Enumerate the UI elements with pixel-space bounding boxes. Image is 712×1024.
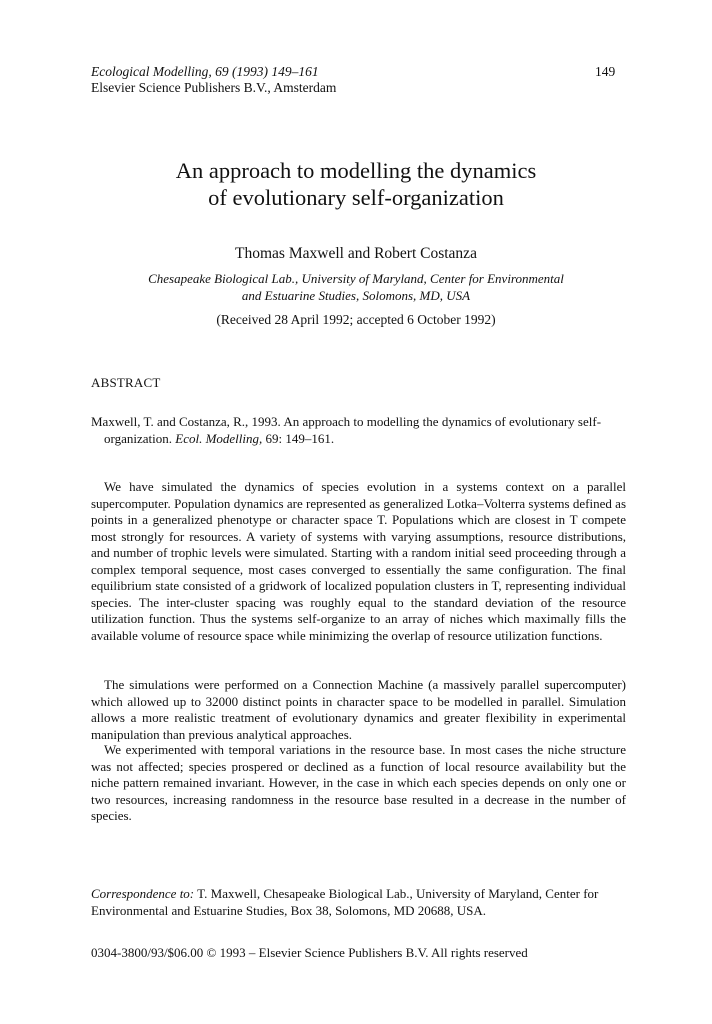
correspondence-label: Correspondence to: (91, 886, 195, 901)
copyright-line: 0304-3800/93/$06.00 © 1993 – Elsevier Science Publishers B.V. All rights reserved (91, 945, 528, 960)
correspondence-text: T. Maxwell, Chesapeake Biological Lab., University of Maryland, Center for Environmental and Estuarine Studies, Box 38, Solomons, MD 20688, USA. (91, 886, 599, 918)
citation-journal: Ecol. Modelling, (175, 431, 263, 446)
abstract-paragraph-1: We have simulated the dynamics of species evolution in a systems context on a parallel supercomputer. Population dynamics are represented as generalized Lotka–Volterra systems defined as points in a generalized phenotype or character space T. Populations which are closest in T compete most strongly for resources. A variety of systems with varying assumptions, resource distributions, and number of trophic levels were simulated. Starting with a random initial seed proceeding through a complex temporal sequence, most cases converged to essentially the same configuration. The final equilibrium state consisted of a gridwork of localized population clusters in T, representing individual species. The inter-cluster spacing was roughly equal to the standard deviation of the resource utilization function. Thus the systems self-organize to an array of niches which maximally fills the available volume of resource space while minimizing the overlap of resource utilization functions. (91, 479, 626, 643)
journal-citation: Ecological Modelling, 69 (1993) 149–161 (91, 64, 319, 79)
page-number: 149 (595, 64, 616, 79)
authors: Thomas Maxwell and Robert Costanza (235, 245, 477, 262)
abstract-paragraph-2: The simulations were performed on a Connection Machine (a massively parallel supercomputer) which allowed up to 32000 distinct points in character space to be modelled in parallel. Simulation allows a more realistic treatment of evolutionary dynamics and greater flexibility in experimental manipulation than previous analytical approaches. (91, 677, 626, 742)
affiliation-line-2: and Estuarine Studies, Solomons, MD, USA (241, 288, 471, 303)
affiliation (100, 270, 612, 304)
correspondence-footnote (91, 885, 626, 919)
citation-pages: 69: 149–161. (262, 431, 335, 446)
article-title (60, 157, 652, 211)
publisher-line: Elsevier Science Publishers B.V., Amsterdam (91, 80, 337, 95)
received-dates: (Received 28 April 1992; accepted 6 October 1992) (216, 312, 496, 327)
title-line-1: An approach to modelling the dynamics (175, 158, 537, 183)
title-line-2: of evolutionary self-organization (208, 185, 504, 210)
abstract-heading: ABSTRACT (91, 375, 161, 390)
citation-authors: Maxwell, T. and Costanza, R., 1993. An approach to modelling the dynamics of evolutionary self-organization. (91, 414, 602, 446)
abstract-citation (91, 413, 639, 447)
abstract-paragraph-3: We experimented with temporal variations in the resource base. In most cases the niche structure was not affected; species prospered or declined as a function of local resource availability but the niche pattern remained invariant. However, in the case in which each species depends on only one or two resources, increasing randomness in the resource base resulted in a decrease in the number of species. (91, 742, 626, 823)
affiliation-line-1: Chesapeake Biological Lab., University of Maryland, Center for Environmental (148, 271, 564, 286)
